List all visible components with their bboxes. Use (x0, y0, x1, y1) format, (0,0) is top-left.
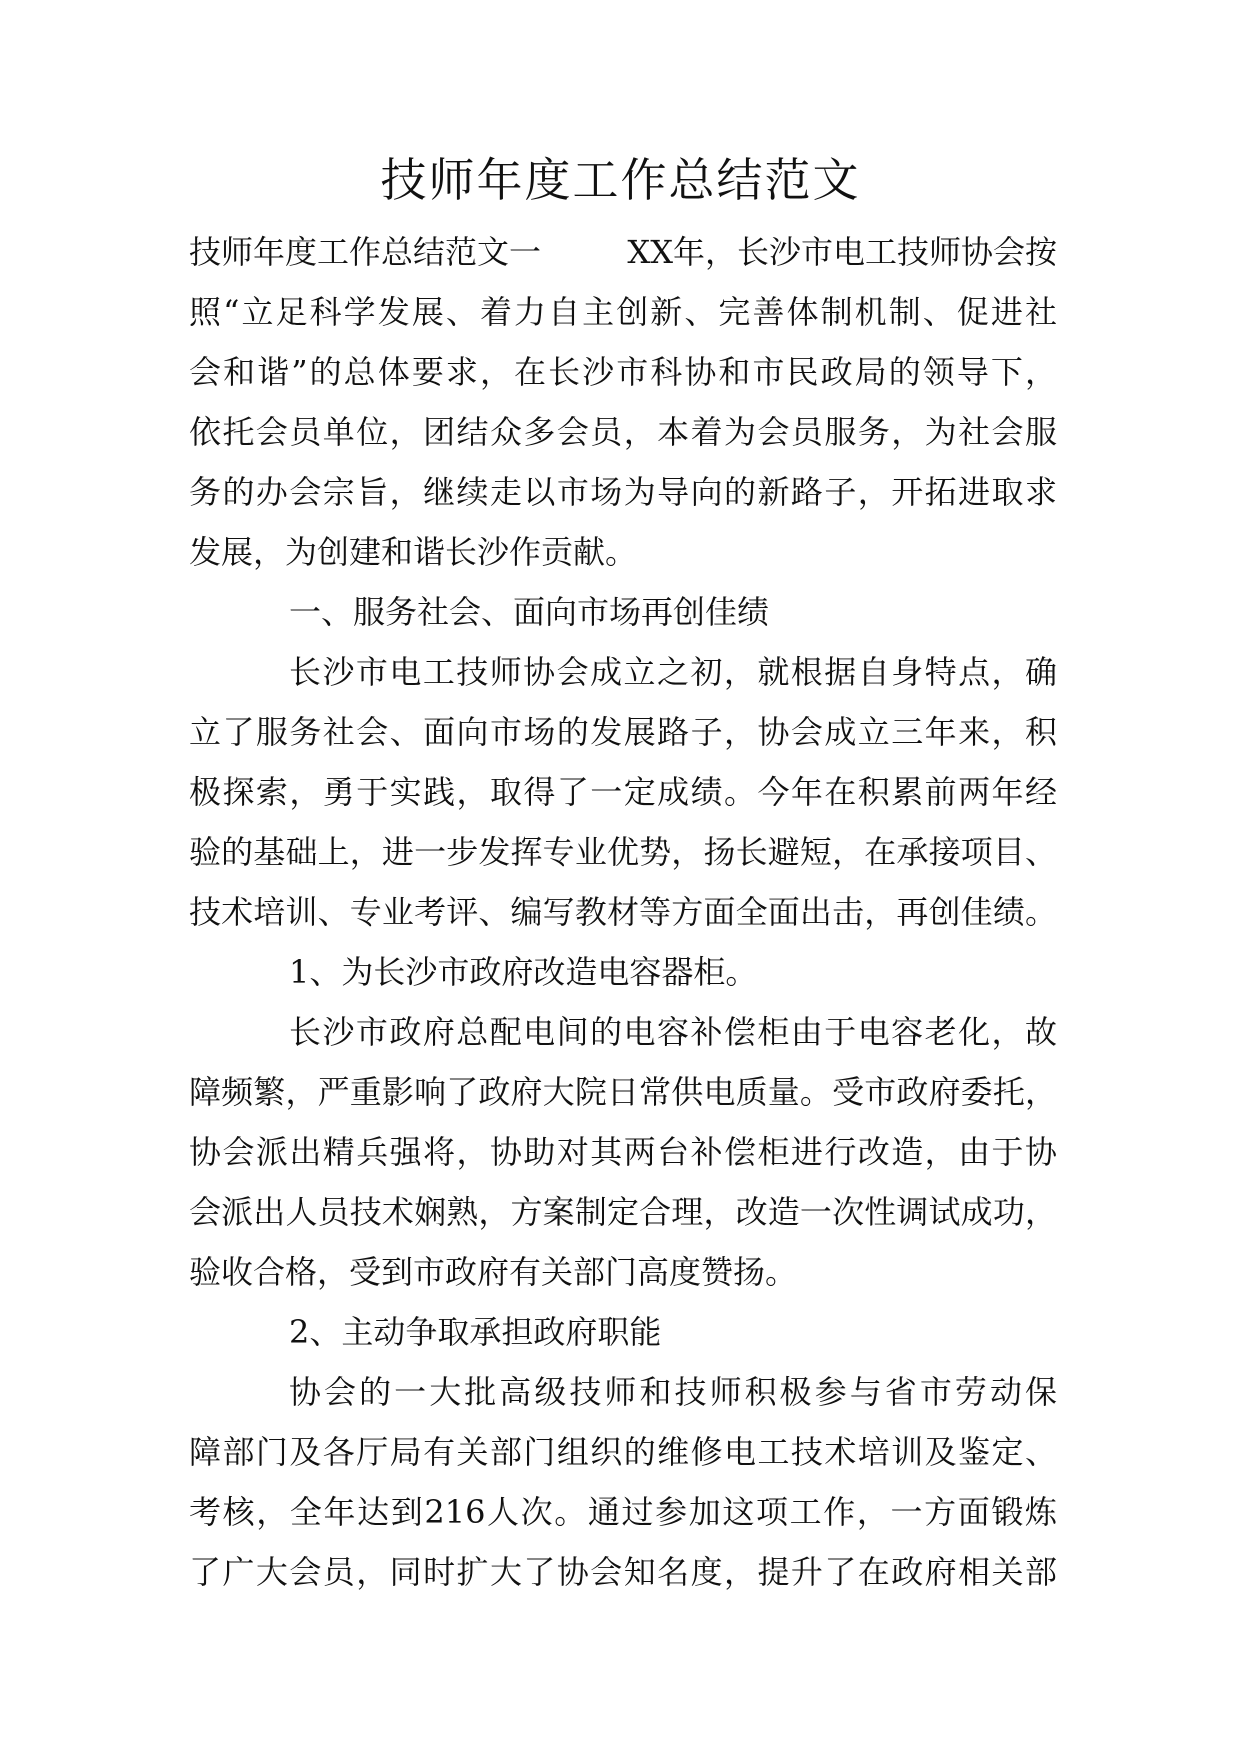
paragraph-line: 照“立足科学发展、着力自主创新、完善体制机制、促进社 (189, 293, 1057, 331)
intro-rest: XX年，长沙市电工技师协会按 (627, 233, 1057, 271)
paragraph-line: 务的办会宗旨，继续走以市场为导向的新路子，开拓进取求 (189, 473, 1057, 511)
paragraph-line: 障频繁，严重影响了政府大院日常供电质量。受市政府委托， (189, 1073, 1057, 1111)
intro-line (189, 222, 1057, 282)
subsection-heading: 2、主动争取承担政府职能 (289, 1313, 662, 1351)
subsection-heading: 1、为长沙市政府改造电容器柜。 (289, 953, 758, 991)
section-heading: 一、服务社会、面向市场再创佳绩 (289, 593, 770, 631)
paragraph-line: 发展，为创建和谐长沙作贡献。 (189, 533, 638, 571)
paragraph-line: 立了服务社会、面向市场的发展路子，协会成立三年来，积 (189, 713, 1057, 751)
paragraph-line: 依托会员单位，团结众多会员，本着为会员服务，为社会服 (189, 413, 1057, 451)
paragraph-line: 协会的一大批高级技师和技师积极参与省市劳动保 (289, 1373, 1057, 1411)
paragraph-line: 障部门及各厅局有关部门组织的维修电工技术培训及鉴定、 (189, 1433, 1057, 1471)
paragraph-line: 验的基础上，进一步发挥专业优势，扬长避短，在承接项目、 (189, 833, 1057, 871)
paragraph-line: 长沙市政府总配电间的电容补偿柜由于电容老化，故 (289, 1013, 1057, 1051)
paragraph-line: 极探索，勇于实践，取得了一定成绩。今年在积累前两年经 (189, 773, 1057, 811)
document-body (189, 222, 1057, 1602)
paragraph-line: 验收合格，受到市政府有关部门高度赞扬。 (189, 1253, 798, 1291)
paragraph-line: 技术培训、专业考评、编写教材等方面全面出击，再创佳绩。 (189, 893, 1057, 931)
paragraph-line: 长沙市电工技师协会成立之初，就根据自身特点，确 (289, 653, 1057, 691)
paragraph-line: 考核，全年达到216人次。通过参加这项工作，一方面锻炼 (189, 1493, 1057, 1531)
intro-lead: 技师年度工作总结范文一 (189, 233, 542, 271)
paragraph-line: 会和谐”的总体要求，在长沙市科协和市民政局的领导下， (189, 353, 1057, 391)
paragraph-line: 会派出人员技术娴熟，方案制定合理，改造一次性调试成功， (189, 1193, 1057, 1231)
document-title: 技师年度工作总结范文 (380, 153, 861, 207)
paragraph-line: 了广大会员，同时扩大了协会知名度，提升了在政府相关部 (189, 1553, 1057, 1591)
paragraph-line: 协会派出精兵强将，协助对其两台补偿柜进行改造，由于协 (189, 1133, 1057, 1171)
